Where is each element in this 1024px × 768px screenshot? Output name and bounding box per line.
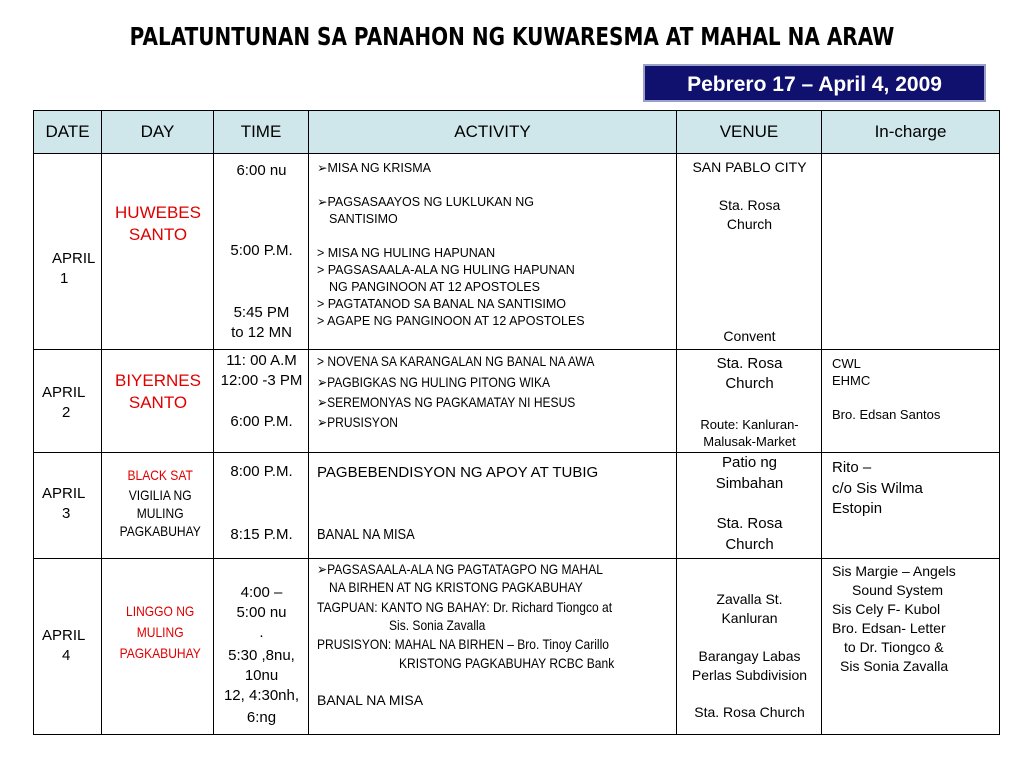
activity-line: BANAL NA MISA xyxy=(317,526,415,543)
header-date: DATE xyxy=(34,111,102,154)
incharge-line: Sound System xyxy=(852,582,944,598)
venue-cell xyxy=(677,453,822,559)
activity-line: SANTISIMO xyxy=(329,212,398,226)
day-name: LINGGO NG xyxy=(126,603,195,619)
venue-line: Church xyxy=(725,375,774,392)
venue-line: Sta. Rosa xyxy=(718,197,781,213)
schedule-table xyxy=(33,110,1000,735)
activity-line: PAGBEBENDISYON NG APOY AT TUBIG xyxy=(317,464,599,481)
day-name: SANTO xyxy=(128,393,188,412)
day-name: MULING xyxy=(136,624,184,640)
activity-line: ➢PAGSASAALA-ALA NG PAGTATAGPO NG MAHAL xyxy=(317,561,603,577)
time-value: 12:00 -3 PM xyxy=(220,372,303,389)
date-range-banner: Pebrero 17 – April 4, 2009 xyxy=(643,64,986,102)
time-value: 8:15 P.M. xyxy=(230,526,293,543)
incharge-cell xyxy=(822,559,1000,735)
incharge-cell xyxy=(822,453,1000,559)
day-cell xyxy=(102,350,214,453)
incharge-line: Bro. Edsan- Letter xyxy=(832,620,946,636)
incharge-line: Rito – xyxy=(832,459,872,476)
day-name: PAGKABUHAY xyxy=(119,645,201,661)
venue-line: Sta. Rosa xyxy=(716,515,783,532)
venue-line: Sta. Rosa xyxy=(716,355,783,372)
activity-line: > MISA NG HULING HAPUNAN xyxy=(317,246,496,260)
incharge-line: Bro. Edsan Santos xyxy=(832,407,941,422)
activity-cell xyxy=(309,154,677,350)
activity-line: Sis. Sonia Zavalla xyxy=(389,617,486,633)
day-cell xyxy=(102,154,214,350)
venue-line: Church xyxy=(725,536,774,553)
date-cell xyxy=(34,350,102,453)
activity-line: > AGAPE NG PANGINOON AT 12 APOSTOLES xyxy=(317,314,585,328)
header-activity: ACTIVITY xyxy=(309,111,677,154)
venue-line: Church xyxy=(726,216,773,232)
time-value: 11: 00 A.M xyxy=(226,352,297,369)
incharge-cell xyxy=(822,154,1000,350)
activity-line: PRUSISYON: MAHAL NA BIRHEN – Bro. Tinoy Carillo xyxy=(317,636,609,652)
date-day: 2 xyxy=(62,404,71,421)
day-name: SANTO xyxy=(128,225,188,244)
time-value: to 12 MN xyxy=(231,324,292,341)
venue-cell xyxy=(677,559,822,735)
time-value: 6:00 P.M. xyxy=(230,413,293,430)
venue-line: Kanluran xyxy=(721,610,778,626)
time-value: 5:00 P.M. xyxy=(230,242,293,259)
activity-line: NG PANGINOON AT 12 APOSTOLES xyxy=(329,280,540,294)
time-value: . xyxy=(259,624,264,641)
day-name: BLACK SAT xyxy=(127,467,193,483)
time-value: 12, 4:30nh, xyxy=(223,687,300,704)
time-value: 5:00 nu xyxy=(236,604,287,621)
activity-line: > PAGTATANOD SA BANAL NA SANTISIMO xyxy=(317,297,567,311)
time-cell xyxy=(214,453,309,559)
incharge-line: to Dr. Tiongco & xyxy=(844,639,944,655)
date-month: APRIL xyxy=(42,485,86,502)
header-day: DAY xyxy=(102,111,214,154)
activity-line: > PAGSASAALA-ALA NG HULING HAPUNAN xyxy=(317,263,575,277)
time-value: 4:00 – xyxy=(240,584,283,601)
date-day: 1 xyxy=(60,270,69,287)
date-day: 4 xyxy=(62,647,71,664)
venue-line: Simbahan xyxy=(715,475,784,492)
activity-cell xyxy=(309,453,677,559)
activity-line: ➢SEREMONYAS NG PAGKAMATAY NI HESUS xyxy=(317,394,576,410)
incharge-line: CWL xyxy=(832,356,861,371)
incharge-line: c/o Sis Wilma xyxy=(832,480,923,497)
day-name: BIYERNES xyxy=(115,371,201,390)
time-value: 6:ng xyxy=(246,709,277,726)
date-month: APRIL xyxy=(42,384,86,401)
date-month: APRIL xyxy=(52,250,96,267)
venue-line: Convent xyxy=(723,328,776,344)
time-value: 10nu xyxy=(244,667,279,684)
venue-line: SAN PABLO CITY xyxy=(692,159,807,175)
header-row xyxy=(34,111,1000,154)
incharge-line: EHMC xyxy=(832,373,871,388)
date-cell xyxy=(34,453,102,559)
activity-line: BANAL NA MISA xyxy=(317,692,424,708)
time-cell xyxy=(214,559,309,735)
day-name: MULING xyxy=(136,505,184,521)
activity-line: ➢PAGBIGKAS NG HULING PITONG WIKA xyxy=(317,374,551,390)
time-cell xyxy=(214,350,309,453)
header-venue: VENUE xyxy=(677,111,822,154)
day-name: VIGILIA NG xyxy=(128,487,192,503)
venue-line: Barangay Labas xyxy=(698,648,801,664)
activity-line: > NOVENA SA KARANGALAN NG BANAL NA AWA xyxy=(317,353,595,369)
date-day: 3 xyxy=(62,505,71,522)
date-cell xyxy=(34,154,102,350)
page-title: PALATUNTUNAN SA PANAHON NG KUWARESMA AT MAHAL NA ARAW xyxy=(129,22,895,51)
incharge-line: Sis Margie – Angels xyxy=(832,563,956,579)
incharge-line: Sis Cely F- Kubol xyxy=(832,601,941,617)
venue-line: Route: Kanluran- xyxy=(700,417,799,432)
venue-cell xyxy=(677,154,822,350)
venue-cell xyxy=(677,350,822,453)
activity-line: TAGPUAN: KANTO NG BAHAY: Dr. Richard Tiongco at xyxy=(317,599,613,615)
venue-line: Zavalla St. xyxy=(716,591,783,607)
activity-line: KRISTONG PAGKABUHAY RCBC Bank xyxy=(399,655,615,671)
header-incharge: In-charge xyxy=(822,111,1000,154)
activity-cell xyxy=(309,559,677,735)
table-row xyxy=(34,350,1000,453)
incharge-line: Estopin xyxy=(832,500,883,517)
table-row xyxy=(34,453,1000,559)
activity-line: ➢MISA NG KRISMA xyxy=(317,161,431,175)
venue-line: Malusak-Market xyxy=(703,434,796,449)
incharge-cell xyxy=(822,350,1000,453)
activity-line: ➢PAGSASAAYOS NG LUKLUKAN NG xyxy=(317,195,535,209)
time-value: 5:30 ,8nu, xyxy=(228,647,295,664)
venue-line: Patio ng xyxy=(721,454,778,471)
time-value: 8:00 P.M. xyxy=(230,463,293,480)
activity-line: NA BIRHEN AT NG KRISTONG PAGKABUHAY xyxy=(329,579,583,595)
day-name: HUWEBES xyxy=(115,203,201,222)
activity-line: ➢PRUSISYON xyxy=(317,414,399,430)
time-cell xyxy=(214,154,309,350)
day-name: PAGKABUHAY xyxy=(119,523,201,539)
incharge-line: Sis Sonia Zavalla xyxy=(840,658,949,674)
date-cell xyxy=(34,559,102,735)
header-time: TIME xyxy=(214,111,309,154)
activity-cell xyxy=(309,350,677,453)
venue-line: Perlas Subdivision xyxy=(691,667,808,683)
time-value: 6:00 nu xyxy=(236,162,287,179)
day-cell xyxy=(102,559,214,735)
time-value: 5:45 PM xyxy=(233,304,290,321)
table-row xyxy=(34,559,1000,735)
day-cell xyxy=(102,453,214,559)
table-row xyxy=(34,154,1000,350)
date-month: APRIL xyxy=(42,627,86,644)
venue-line: Sta. Rosa Church xyxy=(694,704,805,720)
